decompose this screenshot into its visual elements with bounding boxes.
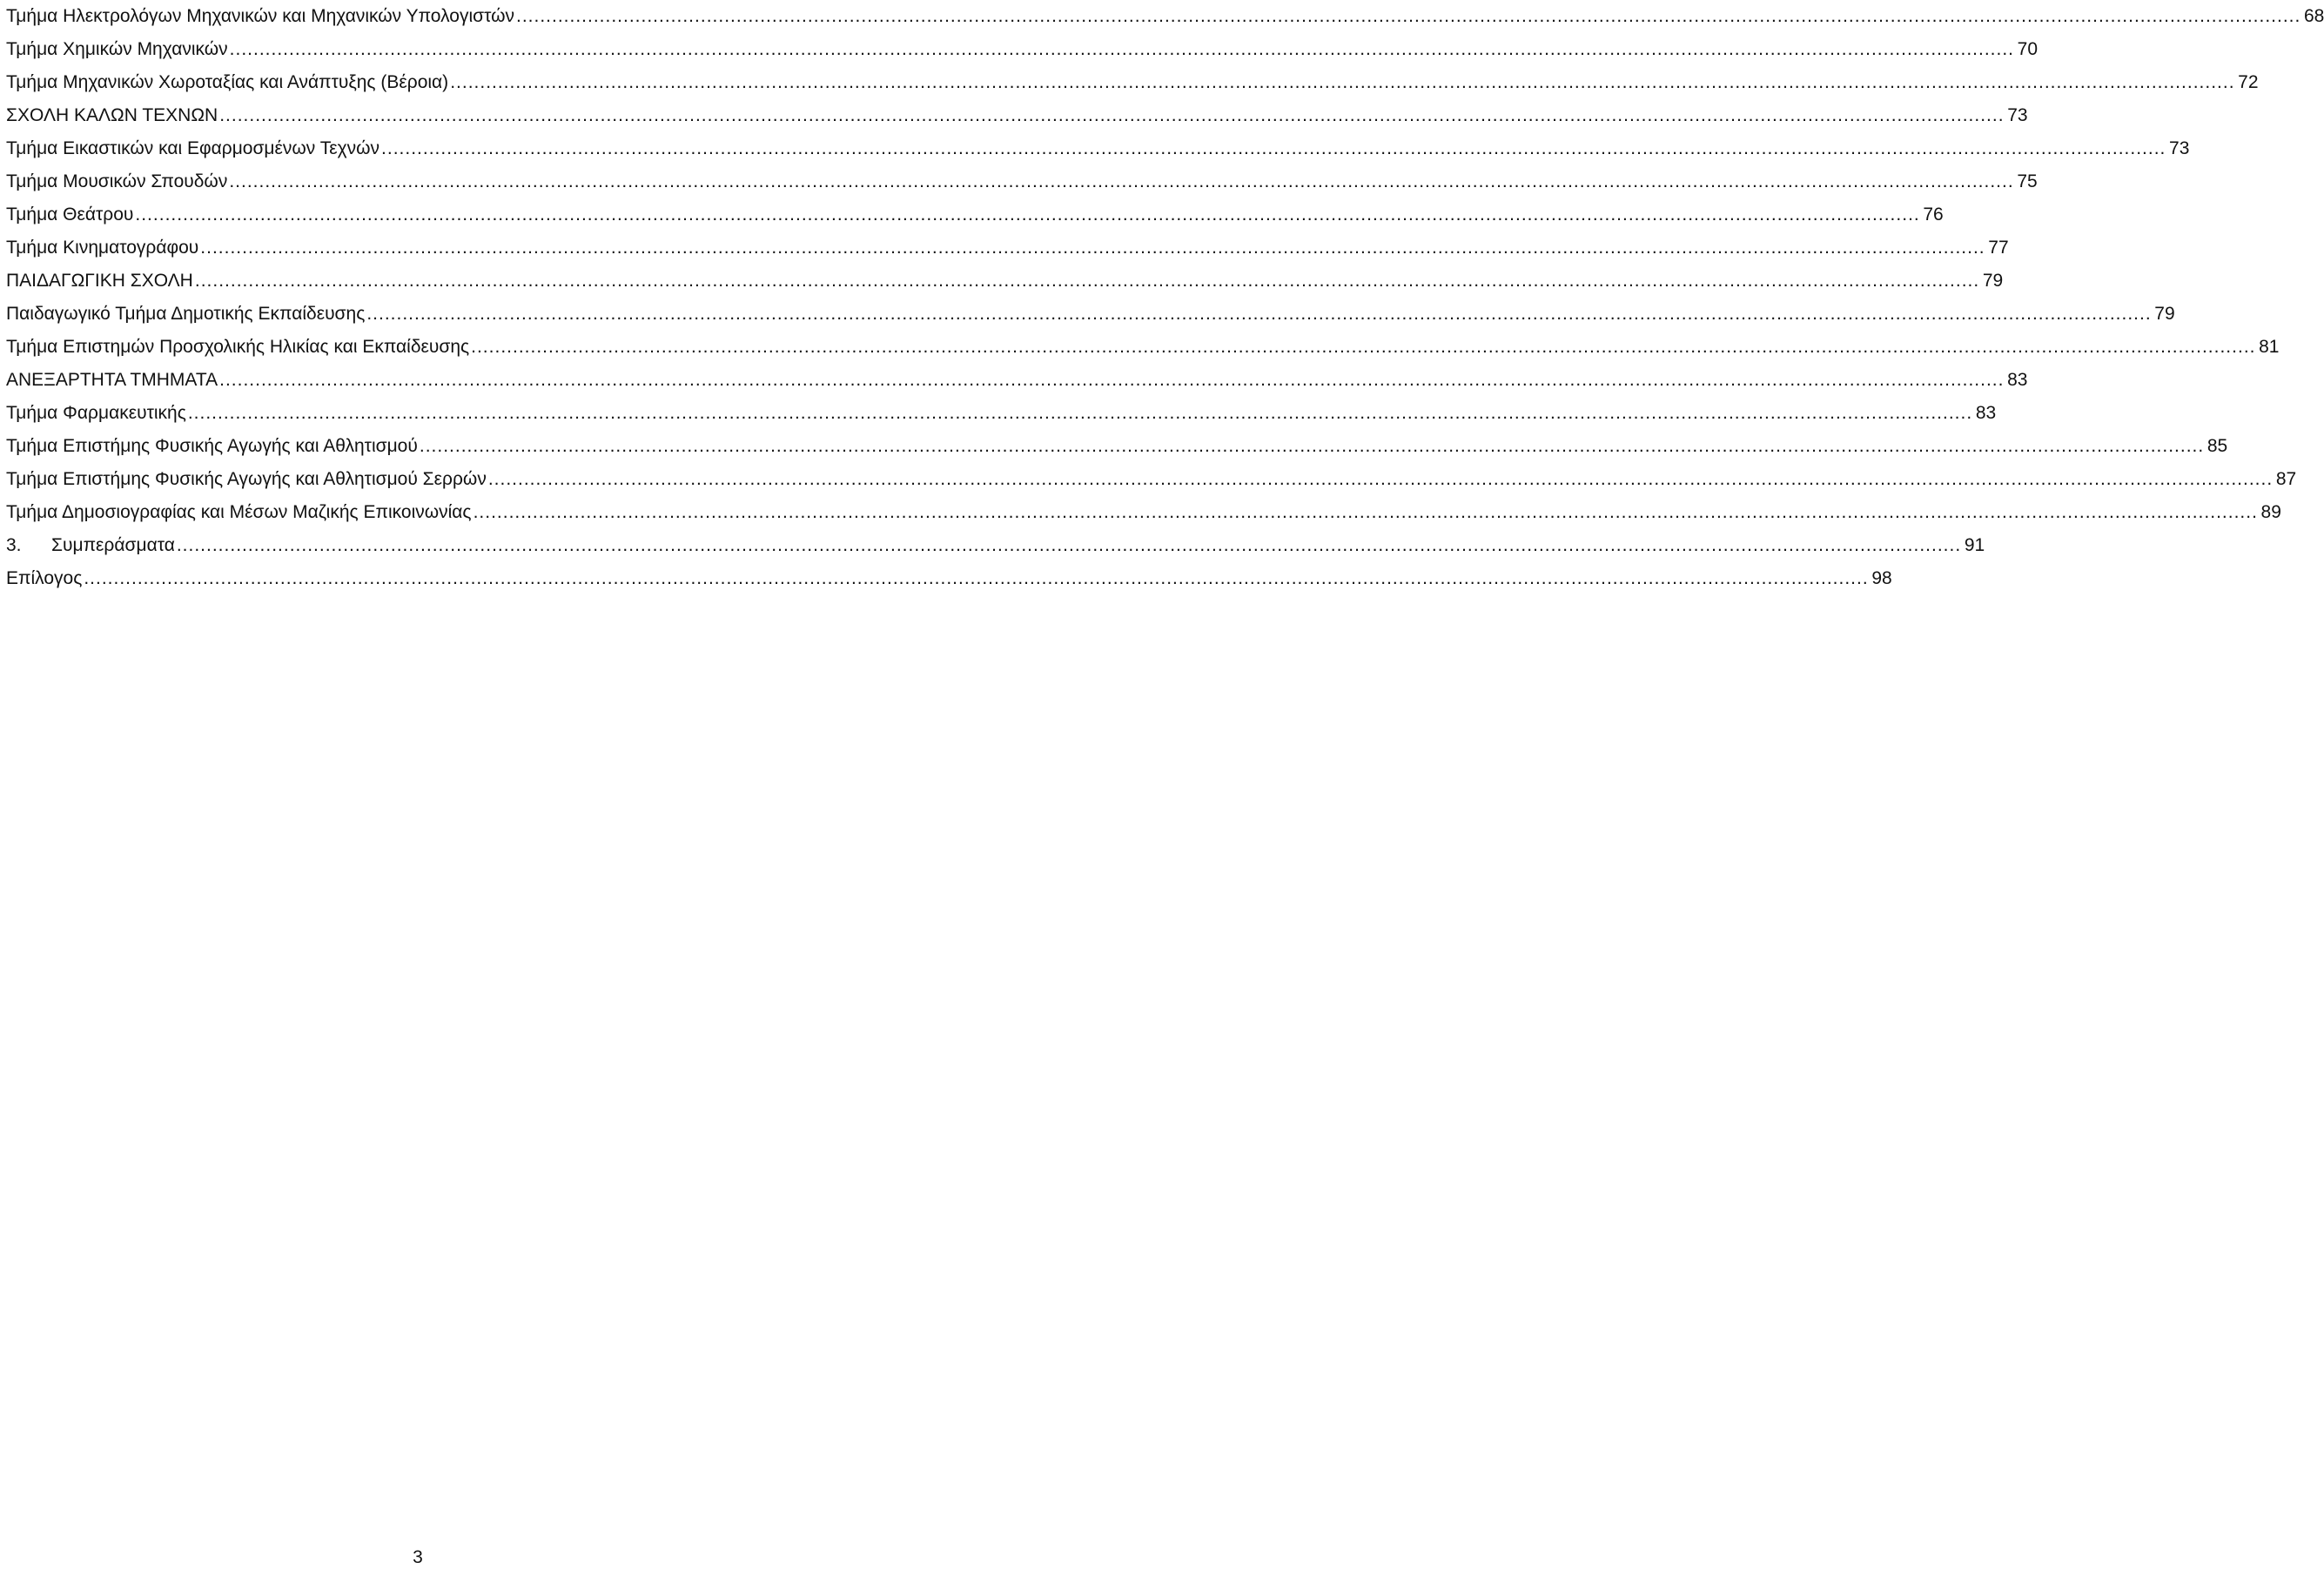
toc-entry-title: Τμήμα Μηχανικών Χωροταξίας και Ανάπτυξης (Βέροια) (6, 72, 449, 92)
dot-leader: ............................................................................................................................................................................................................................................................................................................ (194, 271, 1980, 291)
toc-entry-theatre[interactable] (6, 198, 1944, 231)
toc-entry-visual-applied-arts[interactable] (6, 132, 2190, 165)
toc-entry-page: 83 (2007, 370, 2028, 390)
toc-entry-page: 70 (2017, 39, 2038, 59)
toc-entry-title: ΑΝΕΞΑΡΤΗΤΑ ΤΜΗΜΑΤΑ (6, 370, 218, 390)
toc-entry-spatial-planning[interactable] (6, 66, 2259, 99)
toc-entry-title: Τμήμα Φαρμακευτικής (6, 403, 186, 423)
toc-entry-pharmacy[interactable] (6, 397, 1997, 430)
toc-entry-title: Τμήμα Εικαστικών και Εφαρμοσμένων Τεχνών (6, 138, 380, 158)
toc-entry-page: 81 (2259, 337, 2280, 357)
dot-leader: ............................................................................................................................................................................................................................................................................................................ (471, 337, 2256, 357)
toc-entry-page: 76 (1923, 205, 1944, 225)
dot-leader: ............................................................................................................................................................................................................................................................................................................ (229, 171, 2014, 191)
toc-entry-page: 91 (1964, 535, 1985, 555)
toc-entry-early-childhood[interactable] (6, 331, 2280, 364)
toc-entry-title: Τμήμα Μουσικών Σπουδών (6, 171, 228, 191)
dot-leader: ............................................................................................................................................................................................................................................................................................................ (219, 370, 2005, 390)
dot-leader: ............................................................................................................................................................................................................................................................................................................ (473, 502, 2258, 522)
dot-leader: ............................................................................................................................................................................................................................................................................................................ (219, 105, 2005, 125)
toc-entry-page: 85 (2206, 436, 2228, 456)
dot-leader: ............................................................................................................................................................................................................................................................................................................ (176, 535, 1962, 555)
page-number: 3 (413, 1547, 423, 1567)
toc-entry-page: 73 (2007, 105, 2028, 125)
toc-entry-chemical-engineering[interactable] (6, 33, 2038, 66)
toc-entry-number: 3. (6, 535, 22, 555)
dot-leader: ............................................................................................................................................................................................................................................................................................................ (84, 568, 1869, 588)
dot-leader: ............................................................................................................................................................................................................................................................................................................ (229, 39, 2014, 59)
toc-entry-electrical-computer-engineering[interactable] (6, 0, 2324, 33)
dot-leader: ............................................................................................................................................................................................................................................................................................................ (135, 205, 1920, 225)
toc-entry-title: Τμήμα Επιστήμης Φυσικής Αγωγής και Αθλητισμού (6, 436, 418, 456)
dot-leader: ............................................................................................................................................................................................................................................................................................................ (419, 436, 2205, 456)
dot-leader: ............................................................................................................................................................................................................................................................................................................ (187, 403, 1973, 423)
toc-entry-title: Παιδαγωγικό Τμήμα Δημοτικής Εκπαίδευσης (6, 304, 366, 324)
dot-leader: ............................................................................................................................................................................................................................................................................................................ (366, 304, 2152, 324)
table-of-contents (6, 0, 2324, 595)
dot-leader: ............................................................................................................................................................................................................................................................................................................ (515, 6, 2301, 26)
toc-entry-title: ΣΧΟΛΗ ΚΑΛΩΝ ΤΕΧΝΩΝ (6, 105, 218, 125)
toc-entry-page: 87 (2275, 469, 2297, 489)
toc-entry-physical-education[interactable] (6, 430, 2228, 463)
toc-entry-journalism-media[interactable] (6, 496, 2281, 529)
toc-entry-page: 89 (2260, 502, 2281, 522)
toc-entry-school-education[interactable] (6, 265, 2004, 298)
toc-entry-page: 75 (2017, 171, 2038, 191)
toc-entry-title: Τμήμα Κινηματογράφου (6, 238, 199, 258)
toc-entry-page: 72 (2238, 72, 2259, 92)
toc-entry-school-fine-arts[interactable] (6, 99, 2028, 132)
toc-entry-page: 79 (1982, 271, 2004, 291)
toc-entry-title: Τμήμα Επιστήμης Φυσικής Αγωγής και Αθλητισμού Σερρών (6, 469, 487, 489)
dot-leader: ............................................................................................................................................................................................................................................................................................................ (200, 238, 1985, 258)
toc-entry-title: Τμήμα Επιστημών Προσχολικής Ηλικίας και Εκπαίδευσης (6, 337, 470, 357)
toc-entry-title: Τμήμα Δημοσιογραφίας και Μέσων Μαζικής Επικοινωνίας (6, 502, 472, 522)
toc-entry-music-studies[interactable] (6, 165, 2038, 198)
toc-entry-title: ΠΑΙΔΑΓΩΓΙΚΗ ΣΧΟΛΗ (6, 271, 193, 291)
toc-entry-physical-education-serres[interactable] (6, 463, 2297, 496)
toc-entry-page: 98 (1871, 568, 1892, 588)
dot-leader: ............................................................................................................................................................................................................................................................................................................ (450, 72, 2235, 92)
toc-entry-page: 73 (2169, 138, 2190, 158)
toc-entry-title (6, 529, 175, 562)
toc-entry-page: 68 (2303, 6, 2324, 26)
toc-entry-page: 83 (1975, 403, 1997, 423)
toc-entry-title-text: Συμπεράσματα (51, 535, 175, 555)
toc-entry-title: Τμήμα Χημικών Μηχανικών (6, 39, 228, 59)
dot-leader: ............................................................................................................................................................................................................................................................................................................ (487, 469, 2274, 489)
toc-entry-conclusions[interactable] (6, 529, 1985, 562)
toc-entry-film[interactable] (6, 231, 2009, 265)
toc-entry-title: Τμήμα Ηλεκτρολόγων Μηχανικών και Μηχανικών Υπολογιστών (6, 6, 514, 26)
toc-entry-epilogue[interactable] (6, 562, 1892, 595)
toc-entry-title: Επίλογος (6, 568, 83, 588)
toc-entry-page: 79 (2154, 304, 2175, 324)
toc-entry-primary-education[interactable] (6, 298, 2175, 331)
toc-entry-independent-departments[interactable] (6, 364, 2028, 397)
dot-leader: ............................................................................................................................................................................................................................................................................................................ (381, 138, 2166, 158)
toc-entry-title: Τμήμα Θεάτρου (6, 205, 134, 225)
toc-entry-page: 77 (1988, 238, 2009, 258)
